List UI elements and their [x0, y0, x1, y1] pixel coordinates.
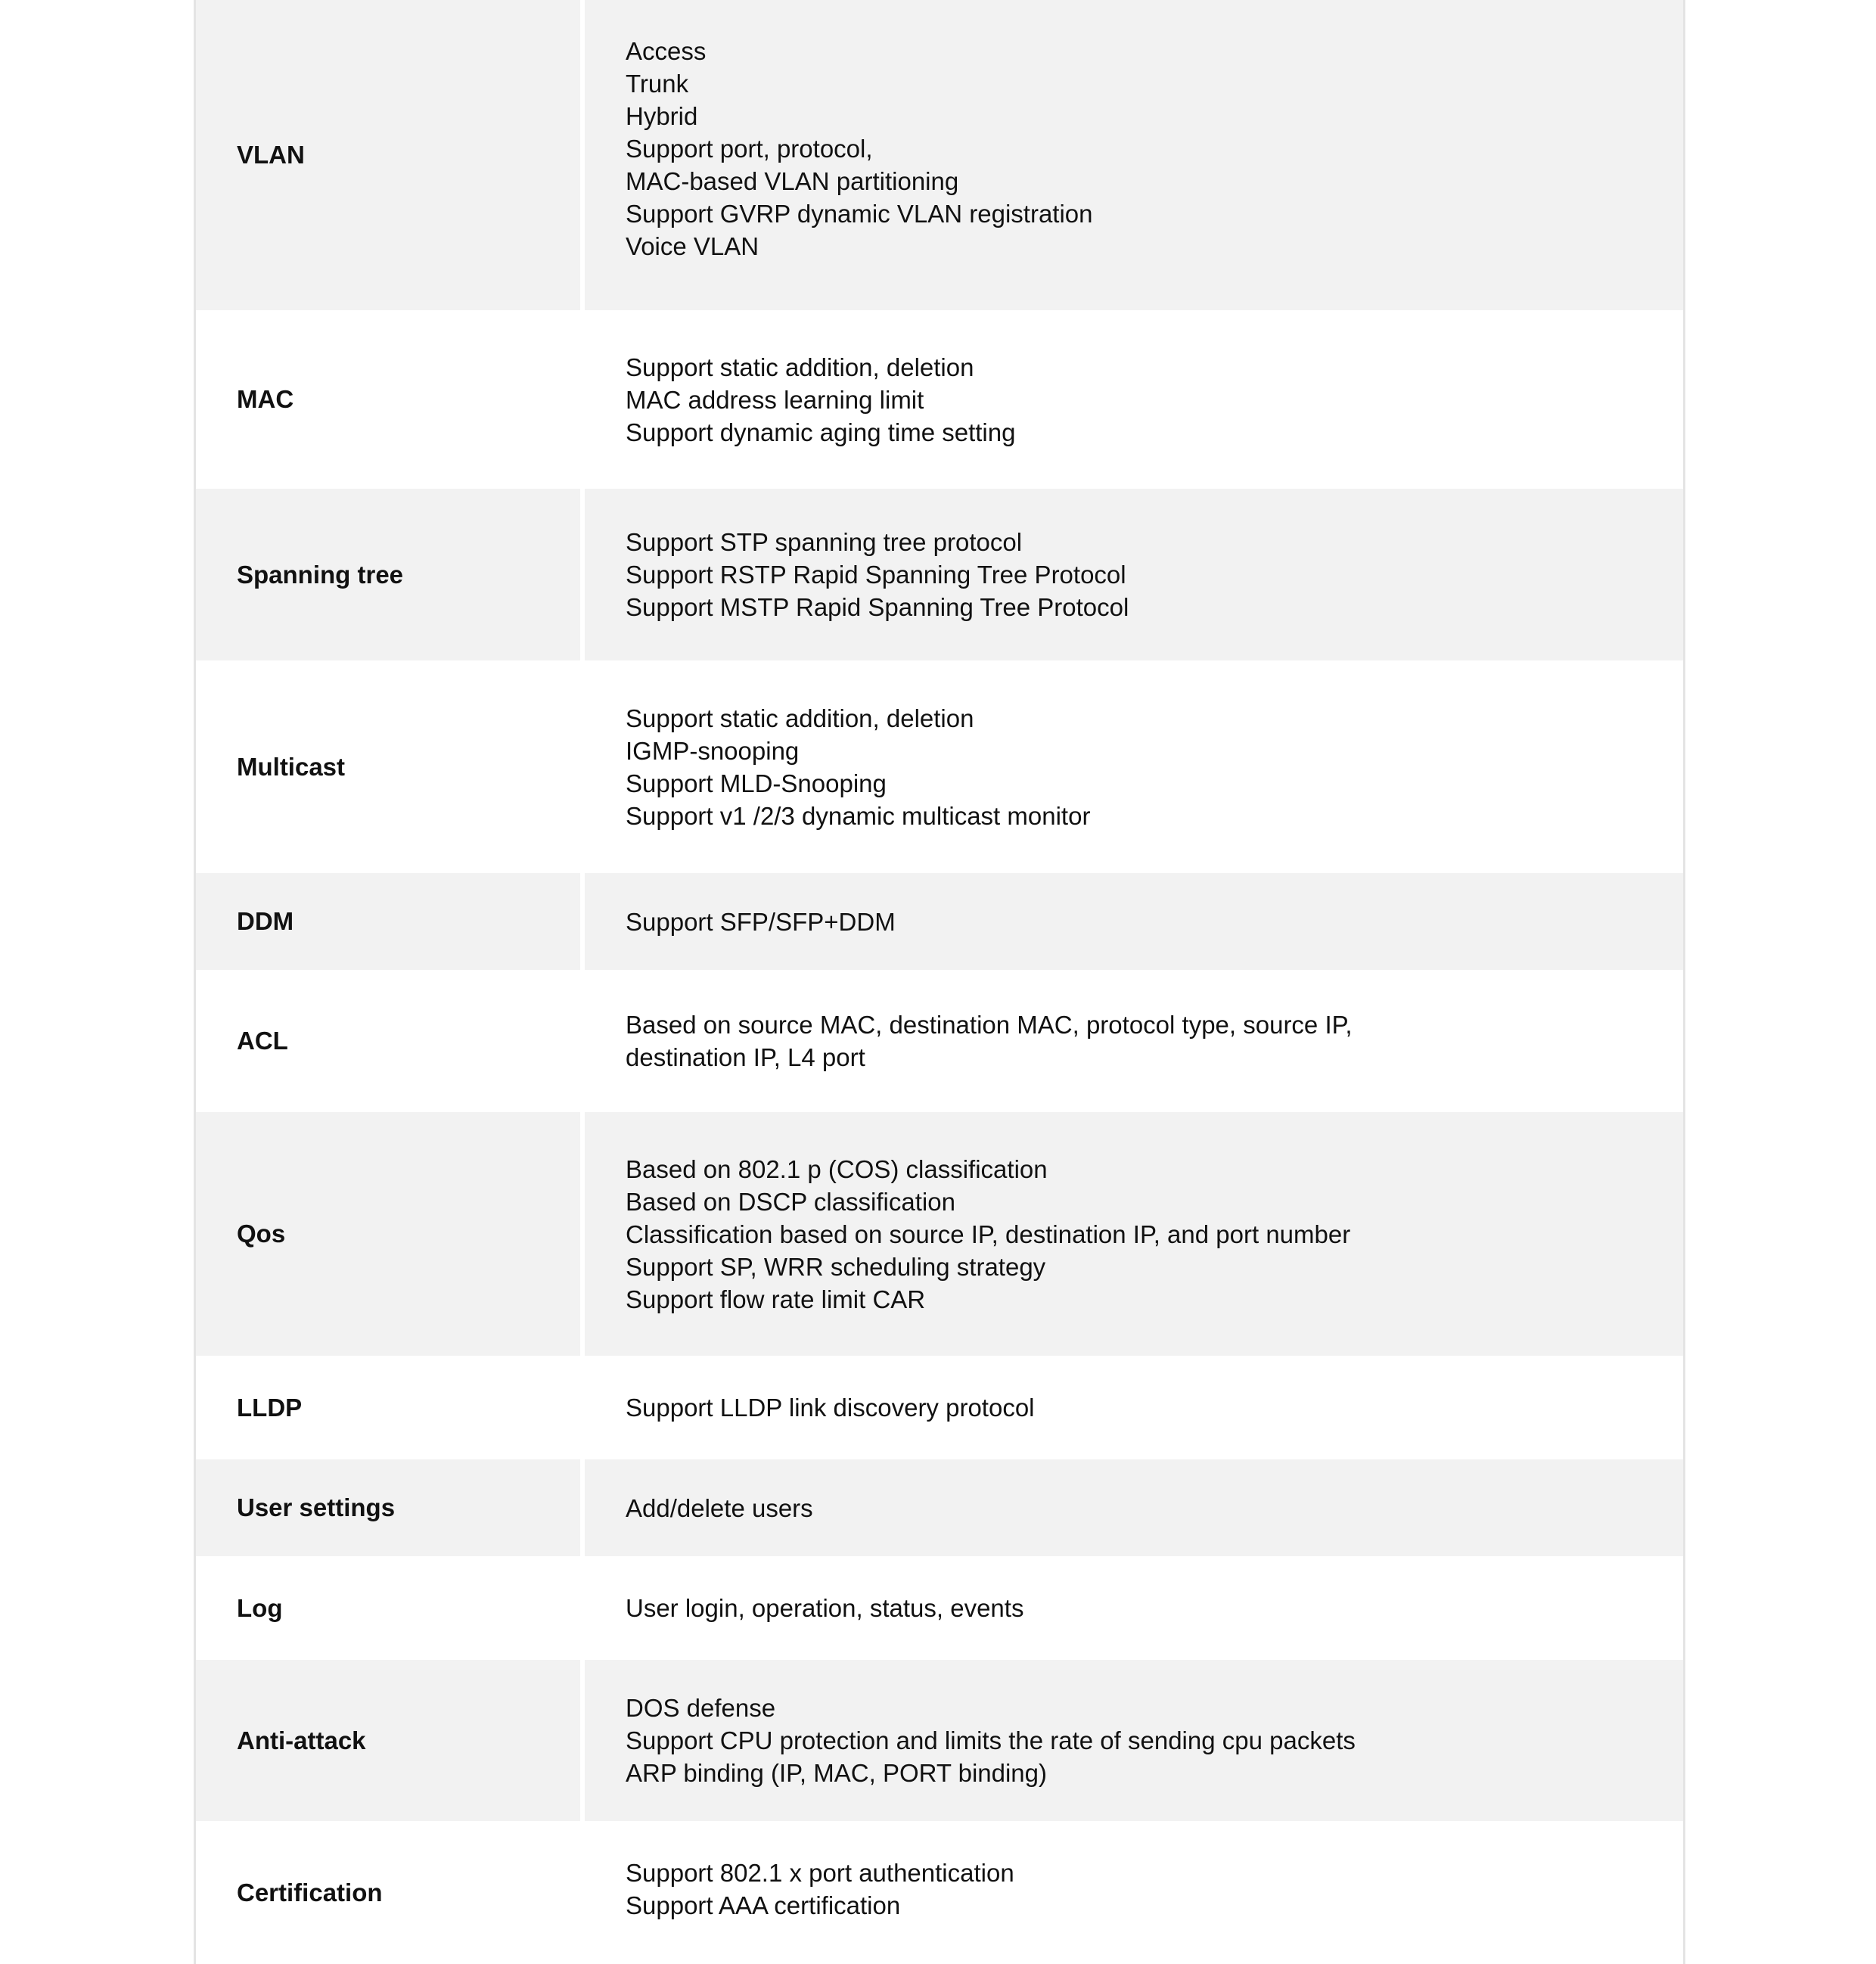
spec-label: Multicast	[237, 752, 346, 781]
spec-value-line: Access	[626, 36, 707, 65]
spec-label: Spanning tree	[237, 560, 404, 589]
spec-value-line: Support SP, WRR scheduling strategy	[626, 1252, 1046, 1281]
spec-label: DDM	[237, 907, 294, 935]
spec-value-line: DOS defense	[626, 1694, 776, 1722]
spec-value-line: Support RSTP Rapid Spanning Tree Protocol	[626, 561, 1126, 589]
spec-value-line: MAC-based VLAN partitioning	[626, 166, 959, 195]
spec-value	[585, 1459, 1683, 1556]
spec-value	[585, 310, 1683, 489]
spec-value-line: Support STP spanning tree protocol	[626, 528, 1023, 556]
spec-value	[585, 1112, 1683, 1356]
spec-label: VLAN	[237, 141, 305, 169]
spec-label: MAC	[237, 385, 294, 413]
spec-row-log	[196, 1556, 1683, 1660]
spec-value-line: destination IP, L4 port	[626, 1043, 865, 1071]
spec-row-acl	[196, 970, 1683, 1112]
spec-value-line: Hybrid	[626, 101, 698, 130]
spec-label: Log	[237, 1593, 283, 1622]
spec-label: ACL	[237, 1027, 288, 1055]
spec-label: LLDP	[237, 1393, 303, 1422]
spec-value-line: Trunk	[626, 69, 689, 98]
spec-label: Qos	[237, 1220, 286, 1248]
spec-value-line: Based on source MAC, destination MAC, protocol type, source IP,	[626, 1011, 1353, 1039]
spec-value	[585, 1660, 1683, 1821]
spec-row-qos	[196, 1112, 1683, 1356]
spec-value	[585, 0, 1683, 310]
spec-value-line: Support MSTP Rapid Spanning Tree Protocol	[626, 593, 1129, 621]
spec-label: User settings	[237, 1493, 396, 1521]
spec-row-spanning-tree	[196, 489, 1683, 660]
spec-row-vlan	[196, 0, 1683, 310]
spec-value-line: Support static addition, deletion	[626, 353, 974, 381]
spec-value-line: Based on DSCP classification	[626, 1187, 955, 1216]
spec-value-line: Support CPU protection and limits the rate of sending cpu packets	[626, 1726, 1356, 1754]
spec-value-line: Support AAA certification	[626, 1891, 901, 1919]
spec-value-line: Classification based on source IP, destination IP, and port number	[626, 1220, 1351, 1248]
spec-value	[585, 1556, 1683, 1660]
spec-label: Anti-attack	[237, 1726, 366, 1754]
spec-value	[585, 489, 1683, 660]
spec-value-line: User login, operation, status, events	[626, 1594, 1024, 1622]
spec-table	[194, 0, 1685, 1964]
spec-value	[585, 1356, 1683, 1459]
spec-value-line: Support flow rate limit CAR	[626, 1285, 926, 1313]
spec-value-line: IGMP-snooping	[626, 736, 800, 765]
spec-value	[585, 873, 1683, 970]
spec-value-line: Voice VLAN	[626, 232, 759, 260]
spec-row-multicast	[196, 660, 1683, 873]
spec-value-line: Support GVRP dynamic VLAN registration	[626, 199, 1093, 228]
spec-value-line: Based on 802.1 p (COS) classification	[626, 1154, 1048, 1183]
spec-row-ddm	[196, 873, 1683, 970]
spec-value	[585, 970, 1683, 1112]
spec-value-line: Add/delete users	[626, 1493, 813, 1522]
spec-value	[585, 1821, 1683, 1964]
spec-row-anti-attack	[196, 1660, 1683, 1821]
spec-value-line: MAC address learning limit	[626, 385, 924, 414]
spec-value-line: Support 802.1 x port authentication	[626, 1858, 1014, 1887]
spec-row-lldp	[196, 1356, 1683, 1459]
spec-value-line: Support SFP/SFP+DDM	[626, 907, 896, 936]
spec-label: Certification	[237, 1878, 383, 1907]
spec-value-line: Support v1 /2/3 dynamic multicast monitor	[626, 801, 1091, 830]
spec-value-line: Support static addition, deletion	[626, 704, 974, 732]
spec-row-user-settings	[196, 1459, 1683, 1556]
spec-value-line: Support dynamic aging time setting	[626, 418, 1016, 446]
spec-value-line: Support MLD-Snooping	[626, 769, 887, 797]
spec-row-mac	[196, 310, 1683, 489]
spec-value-line: Support port, protocol,	[626, 134, 873, 163]
spec-value-line: Support LLDP link discovery protocol	[626, 1394, 1035, 1422]
spec-value	[585, 660, 1683, 873]
spec-value-line: ARP binding (IP, MAC, PORT binding)	[626, 1759, 1048, 1787]
spec-row-certification	[196, 1821, 1683, 1964]
